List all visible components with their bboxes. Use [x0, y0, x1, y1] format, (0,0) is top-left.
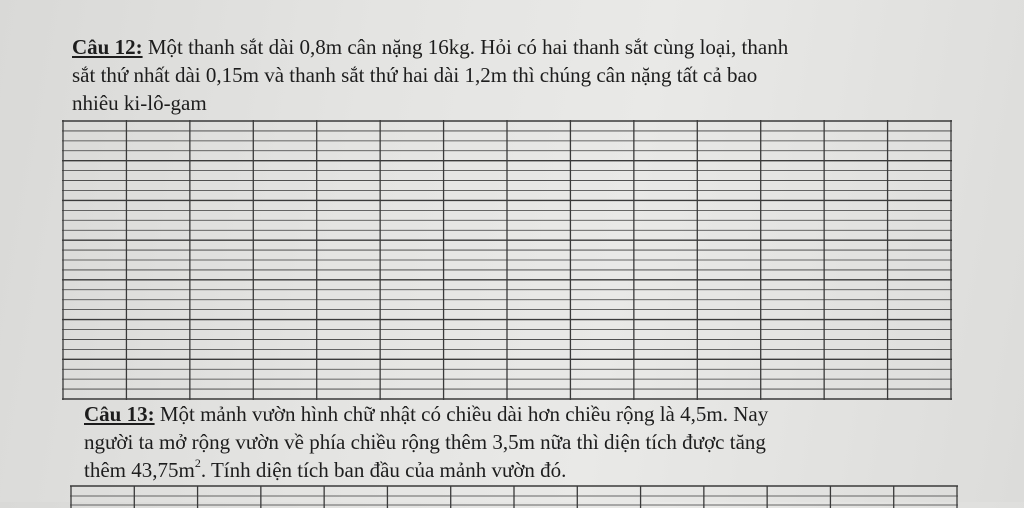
- question-13-text-3b: . Tính diện tích ban đầu của mảnh vườn đó.: [200, 458, 567, 482]
- question-12-label: Câu 12:: [72, 35, 143, 59]
- question-13: [84, 400, 964, 484]
- answer-grid-12: [62, 120, 952, 400]
- question-13-line-2: người ta mở rộng vườn về phía chiều rộng thêm 3,5m nữa thì diện tích được tăng: [84, 430, 766, 454]
- question-12-line-2: sắt thứ nhất dài 0,15m và thanh sắt thứ hai dài 1,2m thì chúng cân nặng tất cả bao: [72, 63, 758, 87]
- answer-grid-13-lines: [70, 484, 958, 508]
- answer-grid-13: [70, 484, 958, 508]
- answer-grid-12-lines: [62, 120, 952, 400]
- question-13-text-1: Một mảnh vườn hình chữ nhật có chiều dài hơn chiều rộng là 4,5m. Nay: [154, 402, 769, 426]
- question-13-text-3a: thêm 43,75m: [84, 458, 195, 482]
- question-13-label: Câu 13:: [84, 402, 155, 426]
- area-exponent: 2: [194, 456, 201, 470]
- question-12-line-3: nhiêu ki-lô-gam: [72, 91, 207, 115]
- question-13-line-1: [84, 400, 964, 428]
- question-13-line-3: [84, 456, 964, 484]
- question-12: [72, 33, 972, 117]
- question-12-line-1: [72, 33, 972, 61]
- question-12-text-1: Một thanh sắt dài 0,8m cân nặng 16kg. Hỏi có hai thanh sắt cùng loại, thanh: [142, 35, 789, 59]
